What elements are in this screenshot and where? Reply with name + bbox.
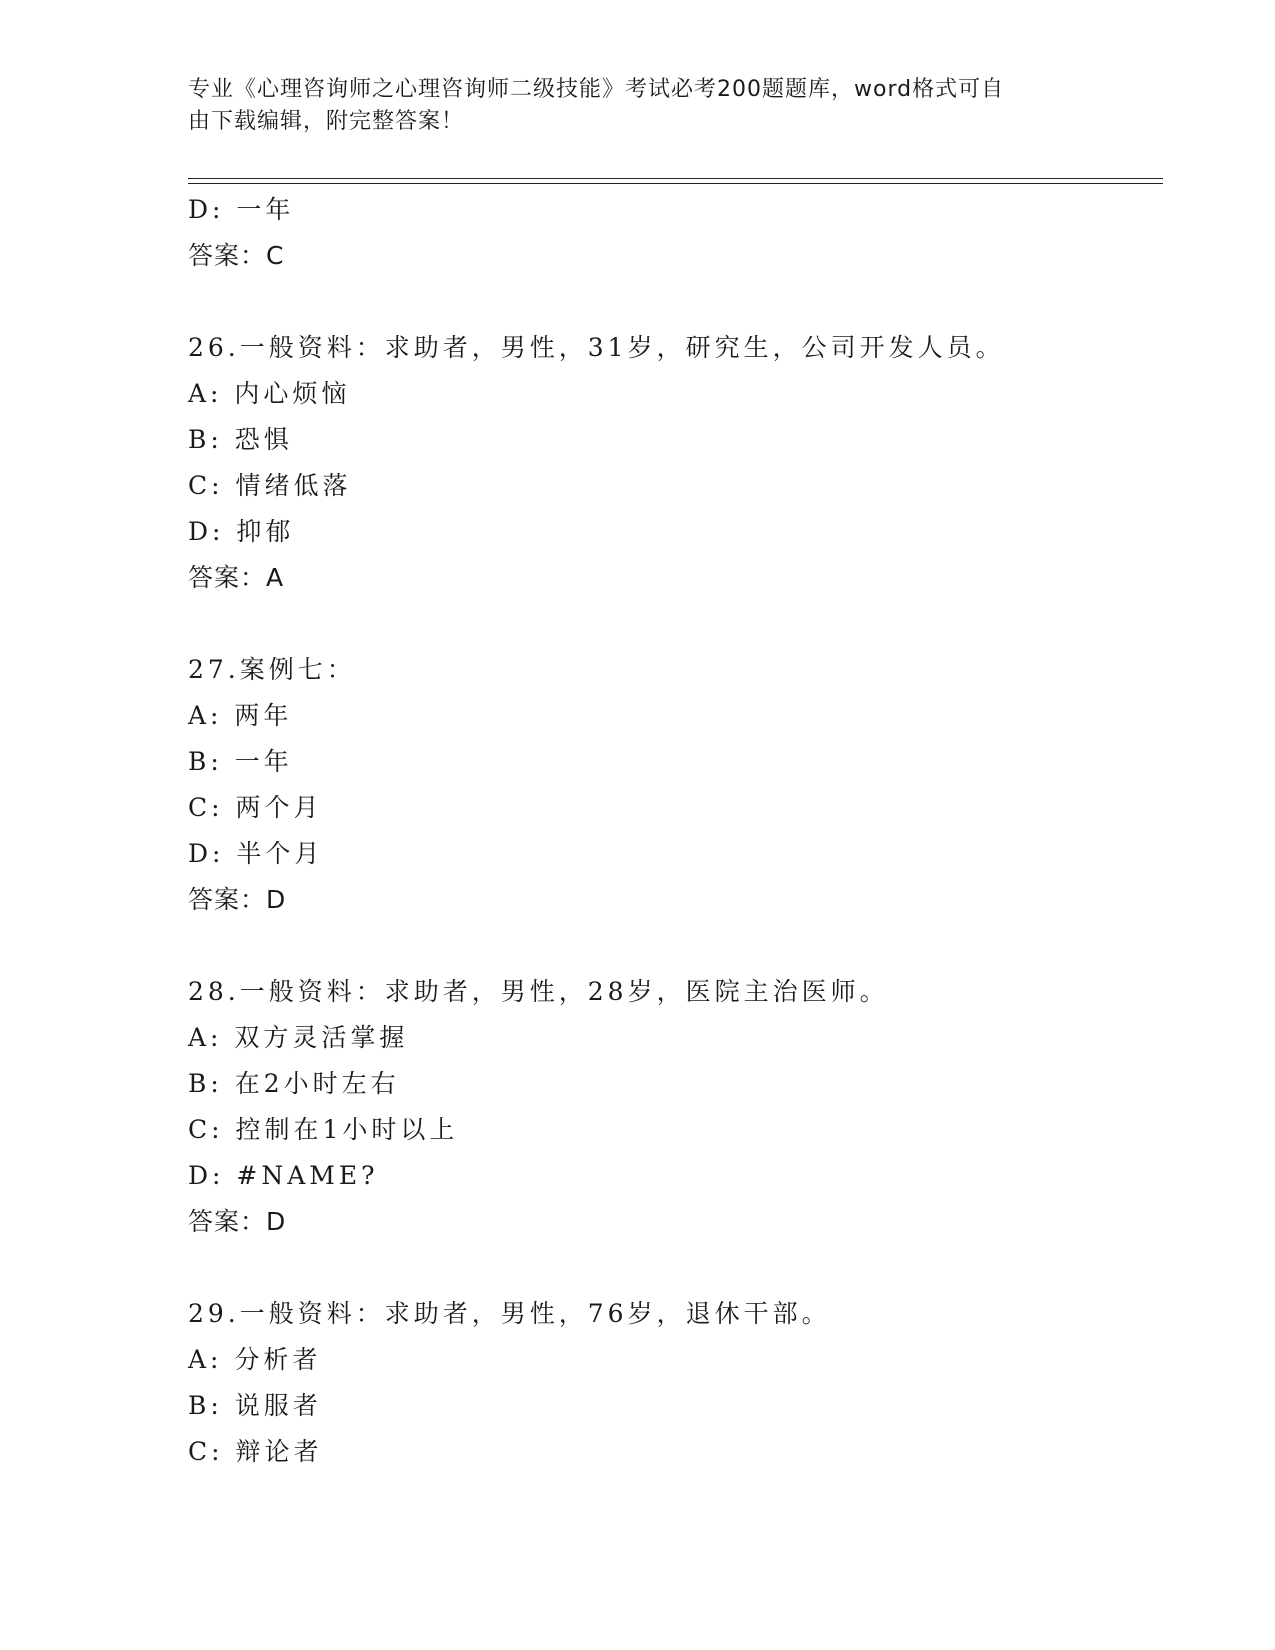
- option-b: B: 说服者: [188, 1391, 322, 1420]
- option-d: D: 半个月: [188, 839, 324, 868]
- option-d: D: 抑郁: [188, 517, 295, 546]
- answer-line: 答案：C: [188, 241, 285, 270]
- option-a: A: 双方灵活掌握: [188, 1023, 409, 1052]
- option-c: C: 控制在1小时以上: [188, 1115, 459, 1144]
- spacer: [188, 1245, 1138, 1291]
- question-list: [188, 187, 1138, 1475]
- option-a: A: 两年: [188, 701, 293, 730]
- header-divider-top: [188, 178, 1163, 179]
- header-line-2: 由下载编辑，附完整答案！: [188, 109, 465, 134]
- question-stem: 26.一般资料：求助者，男性，31岁，研究生，公司开发人员。: [188, 333, 1005, 362]
- spacer: [188, 923, 1138, 969]
- option-c: C: 情绪低落: [188, 471, 352, 500]
- option-c: C: 两个月: [188, 793, 323, 822]
- header-divider-bottom: [188, 183, 1163, 184]
- option-b: B: 一年: [188, 747, 293, 776]
- question-stem: 29.一般资料：求助者，男性，76岁，退休干部。: [188, 1299, 831, 1328]
- option-a: A: 内心烦恼: [188, 379, 351, 408]
- question-26: [188, 325, 1138, 601]
- question-29: [188, 1291, 1138, 1475]
- option-a: A: 分析者: [188, 1345, 322, 1374]
- option-c: C: 辩论者: [188, 1437, 323, 1466]
- question-27: [188, 647, 1138, 923]
- option-b: B: 在2小时左右: [188, 1069, 400, 1098]
- option-d: D: #NAME?: [188, 1161, 379, 1190]
- spacer: [188, 601, 1138, 647]
- spacer: [188, 279, 1138, 325]
- question-stem: 28.一般资料：求助者，男性，28岁，医院主治医师。: [188, 977, 889, 1006]
- document-header: [188, 74, 1088, 138]
- answer-line: 答案：D: [188, 885, 287, 914]
- question-stem: 27.案例七：: [188, 655, 356, 684]
- option-b: B: 恐惧: [188, 425, 293, 454]
- answer-line: 答案：D: [188, 1207, 287, 1236]
- question-28: [188, 969, 1138, 1245]
- question-25-continuation: [188, 187, 1138, 279]
- option-d: D: 一年: [188, 195, 295, 224]
- header-line-1: 专业《心理咨询师之心理咨询师二级技能》考试必考200题题库，word格式可自: [188, 77, 1005, 102]
- answer-line: 答案：A: [188, 563, 285, 592]
